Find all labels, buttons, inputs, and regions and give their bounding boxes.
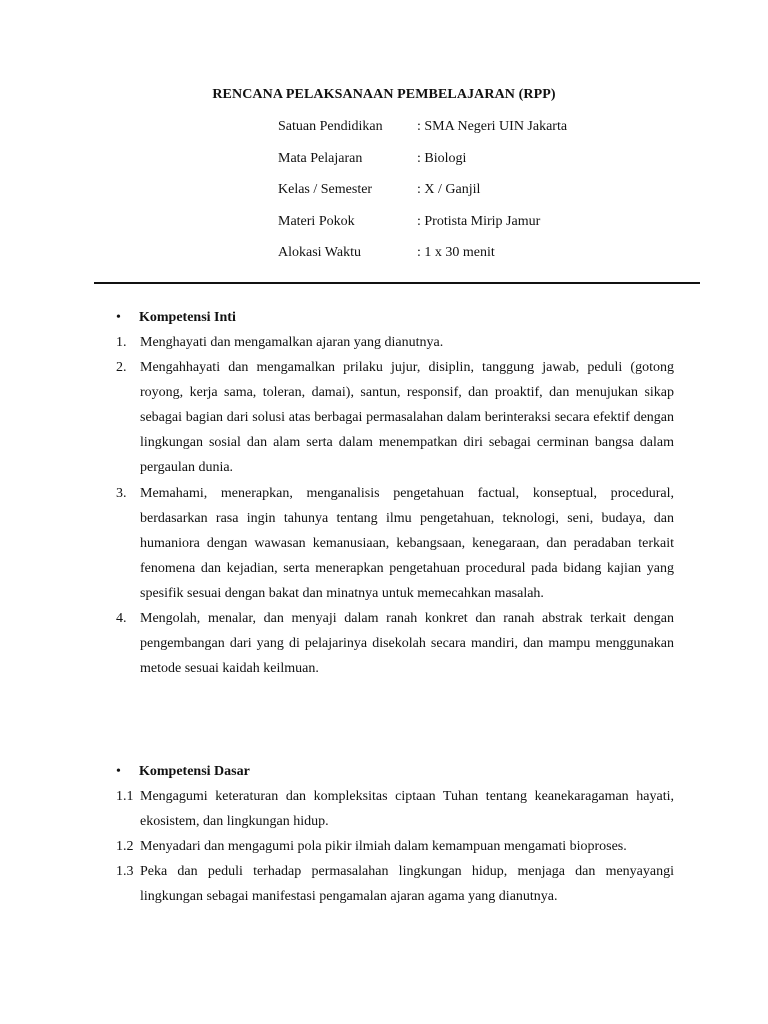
document-title: RENCANA PELAKSANAAN PEMBELAJARAN (RPP) — [212, 87, 556, 102]
list-item — [116, 481, 674, 606]
list-item — [116, 355, 674, 480]
section-heading — [116, 759, 674, 784]
section-title: Kompetensi Dasar — [139, 764, 250, 779]
item-text: Mengagumi keteraturan dan kompleksitas ciptaan Tuhan tentang keanekaragaman hayati, ekosistem, dan lingkungan hidup. — [140, 789, 674, 830]
item-number: 4. — [116, 611, 127, 627]
item-number: 1.1 — [116, 789, 134, 804]
item-number: 2. — [116, 360, 127, 376]
info-value: : SMA Negeri UIN Jakarta — [417, 119, 568, 134]
item-text: Menyadari dan mengagumi pola pikir ilmiah dalam kemampuan mengamati bioproses. — [140, 839, 627, 855]
info-row-satuan — [278, 119, 567, 151]
item-text: Mengolah, menalar, dan menyaji dalam ranah konkret dan ranah abstrak terkait dengan pengembangan dari yang di pelajarinya disekolah secara mandiri, dan mampu menggunakan metode sesuai kaidah keilmuan. — [140, 611, 674, 677]
list-item — [116, 834, 674, 859]
section-title: Kompetensi Inti — [139, 310, 236, 325]
info-label: Alokasi Waktu — [278, 245, 361, 261]
bullet-icon: • — [116, 764, 121, 779]
item-text: Menghayati dan mengamalkan ajaran yang dianutnya. — [140, 335, 444, 350]
item-text: Mengahhayati dan mengamalkan prilaku jujur, disiplin, tanggung jawab, peduli (gotong royong, kerja sama, toleran, damai), santun, responsif, dan proaktif, dan menujukan sikap sebagai bagian dari solusi atas berbagai permasalahan dalam berinteraksi secara efektif dengan lingkungan sosial dan alam serta dalam menempatkan diri sebagai cerminan bangsa dalam pergaulan dunia. — [140, 360, 674, 476]
info-label: Materi Pokok — [278, 213, 355, 229]
item-text: Memahami, menerapkan, menganalisis pengetahuan factual, konseptual, procedural, berdasarkan rasa ingin tahunya tentang ilmu pengetahuan, teknologi, seni, budaya, dan humaniora dengan wawasan kemanusiaan, kebangsaan, kenegaraan, dan peradaban terkait fenomena dan kejadian, serta menerapkan pengetahuan procedural pada bidang kajian yang spesifik sesuai dengan bakat dan minatnya untuk memecahkan masalah. — [140, 485, 674, 601]
section-heading — [116, 305, 674, 330]
item-number: 1. — [116, 335, 127, 350]
info-row-kelas — [278, 182, 567, 214]
info-label: Satuan Pendidikan — [278, 119, 383, 134]
info-row-mapel — [278, 151, 567, 183]
info-label: Mata Pelajaran — [278, 150, 363, 166]
info-value: : Biologi — [417, 150, 467, 166]
header-divider — [94, 282, 700, 284]
list-item — [116, 330, 674, 355]
bullet-icon: • — [116, 310, 121, 325]
item-number: 3. — [116, 485, 127, 501]
info-value: : X / Ganjil — [417, 182, 481, 198]
info-row-alokasi — [278, 245, 567, 277]
info-label: Kelas / Semester — [278, 182, 373, 198]
info-row-materi — [278, 214, 567, 246]
item-text: Peka dan peduli terhadap permasalahan lingkungan hidup, menjaga dan menyayangi lingkungan sebagai manifestasi pengamalan ajaran agama yang dianutnya. — [140, 864, 674, 905]
list-item — [116, 859, 674, 909]
kompetensi-dasar-section — [116, 759, 674, 909]
list-item — [116, 784, 674, 834]
info-value: : 1 x 30 menit — [417, 245, 495, 261]
list-item — [116, 606, 674, 681]
info-value: : Protista Mirip Jamur — [417, 213, 541, 229]
info-table — [278, 119, 567, 277]
item-number: 1.2 — [116, 839, 134, 855]
item-number: 1.3 — [116, 864, 134, 880]
kompetensi-inti-section — [116, 305, 674, 681]
